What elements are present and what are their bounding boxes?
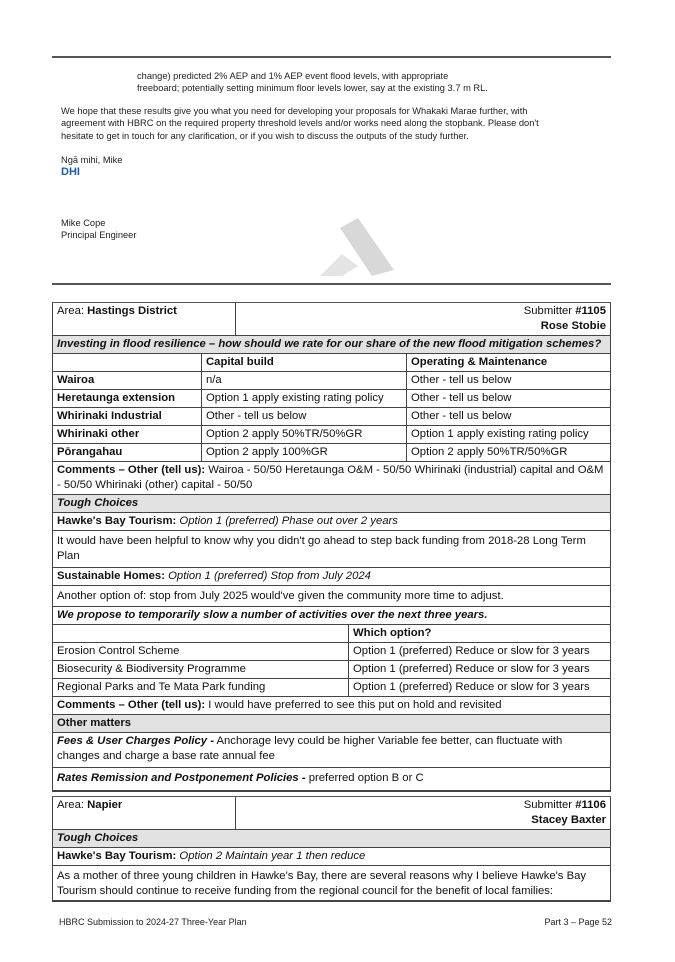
letter-company: DHI — [61, 166, 80, 179]
slow-activity: Biosecurity & Biodiversity Programme — [53, 661, 349, 679]
letter-para2: We hope that these results give you what you need for developing your proposals for Whakaki Marae further, with agreement with HBRC on the required property threshold levels and/or works need along the stopbank. Please don't hesitate to get in touch for any clarification, or if you wish to discuss the outputs of the study further. — [61, 105, 539, 141]
slow-row — [53, 643, 611, 661]
fees-policy: Fees & User Charges Policy - Anchorage levy could be higher Variable fee better, can fluctuate with changes and charge a base rate annual fee — [52, 733, 611, 768]
flood-om: Other - tell us below — [407, 390, 611, 408]
slow-header-row — [53, 625, 611, 643]
flood-row — [53, 444, 611, 462]
slow-choice: Option 1 (preferred) Reduce or slow for 3 years — [349, 679, 611, 697]
hbt-option: Hawke's Bay Tourism: Option 1 (preferred) Phase out over 2 years — [52, 513, 611, 531]
hbt-option: Hawke's Bay Tourism: Option 2 Maintain year 1 then reduce — [52, 848, 611, 866]
flood-table — [52, 354, 611, 462]
slow-table — [52, 625, 611, 697]
flood-scheme: Whirinaki other — [53, 426, 202, 444]
hbt-comment: It would have been helpful to know why you didn't go ahead to step back funding from 2018-28 Long Term Plan — [52, 531, 611, 568]
slow-row — [53, 679, 611, 697]
letter-para1-line2: freeboard; potentially setting minimum floor levels lower, say at the existing 3.7 m RL. — [137, 83, 488, 94]
flood-om: Other - tell us below — [407, 408, 611, 426]
slow-question: We propose to temporarily slow a number of activities over the next three years. — [52, 607, 611, 625]
slow-comments: Comments – Other (tell us): I would have preferred to see this put on hold and revisited — [52, 697, 611, 715]
slow-activity: Regional Parks and Te Mata Park funding — [53, 679, 349, 697]
watermark-logo-icon — [312, 214, 402, 276]
footer-left: HBRC Submission to 2024-27 Three-Year Plan — [59, 917, 247, 927]
letter-excerpt — [61, 70, 561, 242]
letter-para1-line1: change) predicted 2% AEP and 1% AEP event flood levels, with appropriate — [137, 71, 449, 81]
flood-om: Option 2 apply 50%TR/50%GR — [407, 444, 611, 462]
slow-header-cell: Which option? — [349, 625, 611, 643]
letter-signoff-name: Mike Cope — [61, 217, 106, 228]
tough-choices-heading: Tough Choices — [52, 830, 611, 848]
flood-capital: Option 2 apply 100%GR — [202, 444, 407, 462]
flood-row — [53, 408, 611, 426]
flood-header-cell: Operating & Maintenance — [407, 354, 611, 372]
sub1105-submitter: Submitter #1105 Rose Stobie — [236, 303, 611, 336]
sh-option: Sustainable Homes: Option 1 (preferred) Stop from July 2024 — [52, 568, 611, 586]
sh-comment: Another option of: stop from July 2025 would've given the community more time to adjust. — [52, 586, 611, 607]
hbt-comment: As a mother of three young children in Hawke's Bay, there are several reasons why I believe Hawke's Bay Tourism should continue to receive funding from the regional council for the benefit of local families: — [52, 866, 611, 902]
flood-capital: Option 1 apply existing rating policy — [202, 390, 407, 408]
footer-right: Part 3 – Page 52 — [544, 917, 612, 927]
flood-row — [53, 426, 611, 444]
letter-divider — [52, 283, 611, 285]
flood-scheme: Whirinaki Industrial — [53, 408, 202, 426]
flood-capital: Other - tell us below — [202, 408, 407, 426]
sub1106-submitter: Submitter #1106 Stacey Baxter — [236, 797, 611, 830]
rates-policy: Rates Remission and Postponement Policies - preferred option B or C — [52, 768, 611, 792]
flood-header-cell — [53, 354, 202, 372]
sub1106-area: Area: Napier — [53, 797, 236, 830]
slow-activity: Erosion Control Scheme — [53, 643, 349, 661]
flood-scheme: Heretaunga extension — [53, 390, 202, 408]
flood-row — [53, 372, 611, 390]
flood-capital: n/a — [202, 372, 407, 390]
flood-row — [53, 390, 611, 408]
flood-scheme: Pōrangahau — [53, 444, 202, 462]
flood-om: Other - tell us below — [407, 372, 611, 390]
sub1105-header — [52, 303, 611, 336]
slow-choice: Option 1 (preferred) Reduce or slow for 3 years — [349, 643, 611, 661]
submission-1105 — [52, 303, 611, 792]
slow-header-empty — [53, 625, 349, 643]
flood-header-row — [53, 354, 611, 372]
slow-row — [53, 661, 611, 679]
flood-om: Option 1 apply existing rating policy — [407, 426, 611, 444]
flood-header-cell: Capital build — [202, 354, 407, 372]
letter-greeting: Ngā mihi, Mike — [61, 155, 123, 166]
sub1106-header — [52, 797, 611, 830]
slow-choice: Option 1 (preferred) Reduce or slow for 3 years — [349, 661, 611, 679]
flood-question: Investing in flood resilience – how should we rate for our share of the new flood mitigation schemes? — [52, 336, 611, 354]
other-matters-heading: Other matters — [52, 715, 611, 733]
sub1105-area: Area: Hastings District — [53, 303, 236, 336]
tough-choices-heading: Tough Choices — [52, 495, 611, 513]
flood-scheme: Wairoa — [53, 372, 202, 390]
flood-comments: Comments – Other (tell us): Wairoa - 50/50 Heretaunga O&M - 50/50 Whirinaki (industrial) capital and O&M - 50/50 Whirinaki (other) capital - 50/50 — [52, 462, 611, 495]
letter-signoff-role: Principal Engineer — [61, 230, 137, 241]
top-rule — [52, 56, 611, 58]
flood-capital: Option 2 apply 50%TR/50%GR — [202, 426, 407, 444]
submission-1106 — [52, 797, 611, 902]
